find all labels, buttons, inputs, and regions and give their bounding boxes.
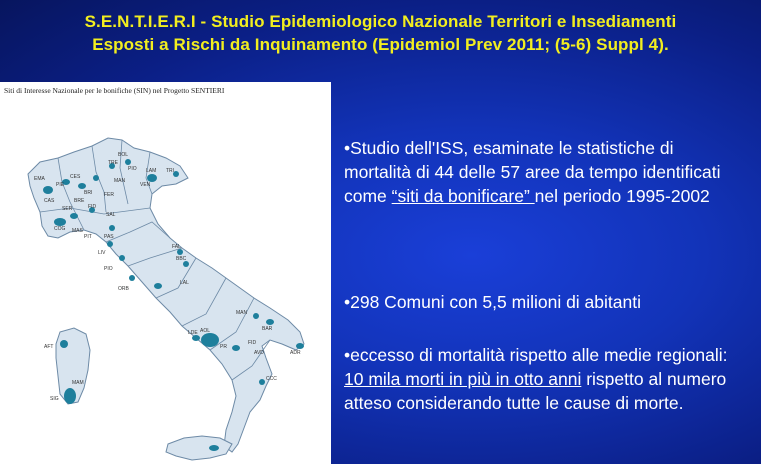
bullet-comuni: •298 Comuni con 5,5 milioni di abitanti: [344, 292, 641, 312]
site-marker: [125, 159, 131, 165]
site-label: BRE: [74, 198, 85, 204]
site-label: ORB: [118, 286, 129, 292]
bullet-mortality: [344, 343, 744, 415]
bullet-study: [344, 136, 744, 208]
site-label: MAN: [236, 310, 248, 316]
site-label: PIO: [128, 166, 137, 172]
site-label: EMA: [34, 176, 45, 182]
site-label: MAS: [72, 228, 83, 234]
title-line-2: Esposti a Rischi da Inquinamento (Epidemiol Prev 2011; (5-6) Suppl 4).: [92, 35, 669, 54]
italy-mainland-shape: [28, 138, 304, 452]
site-label: VEN: [140, 182, 151, 188]
site-label: PAS: [104, 234, 114, 240]
site-label: CES: [70, 174, 81, 180]
title-line-1: S.E.N.T.I.E.R.I - Studio Epidemiologico Nazionale Territori e Insediamenti: [84, 12, 677, 31]
italy-map: [0, 82, 331, 464]
site-label: MAN: [114, 178, 126, 184]
site-marker: [147, 174, 157, 182]
site-marker: [129, 275, 135, 281]
site-marker: [232, 345, 240, 351]
site-label: SAL: [106, 212, 116, 218]
site-label: AVD: [254, 350, 264, 356]
site-label: PR: [220, 344, 227, 350]
site-label: LAM: [146, 168, 157, 174]
site-label: LIV: [98, 250, 106, 256]
site-label: COG: [54, 226, 66, 232]
site-marker: [43, 186, 53, 194]
site-label: BRI: [84, 190, 93, 196]
site-label: FID: [88, 204, 97, 210]
site-marker: [119, 255, 125, 261]
slide-title: [0, 10, 761, 56]
site-marker: [109, 225, 115, 231]
site-marker: [70, 213, 78, 219]
site-label: CAS: [44, 198, 55, 204]
site-marker: [107, 241, 113, 247]
bullet-mortality-text-end: rispetto al numero atteso considerando tutte le cause di morte.: [344, 369, 727, 413]
site-label: FER: [104, 192, 114, 198]
site-marker: [93, 175, 99, 181]
map-caption: Siti di Interesse Nazionale per le bonifiche (SIN) nel Progetto SENTIERI: [4, 86, 225, 95]
site-label: BOL: [118, 152, 129, 158]
site-label: ADR: [290, 350, 301, 356]
site-marker: [154, 283, 162, 289]
site-label: FID: [248, 340, 257, 346]
site-marker: [54, 218, 66, 226]
map-panel: [0, 82, 331, 464]
site-label: TRI: [166, 168, 175, 174]
siti-da-bonificare-text: “siti da bonificare”: [391, 186, 535, 206]
site-label: MAM: [72, 380, 84, 386]
site-marker: [78, 183, 86, 189]
site-label: PIT: [84, 234, 92, 240]
site-marker: [201, 333, 219, 347]
site-label: AOL: [200, 328, 211, 334]
excess-deaths-text: 10 mila morti in più in otto anni: [344, 369, 582, 389]
site-marker: [64, 388, 76, 404]
site-label: AFT: [44, 344, 54, 350]
site-label: CCC: [266, 376, 277, 382]
bullet-study-text-end: nel periodo 1995-2002: [534, 186, 710, 206]
site-label: SIG: [50, 396, 59, 402]
site-label: PIE: [56, 182, 65, 188]
site-marker: [253, 313, 259, 319]
bullet-study-text: •Studio dell'ISS, esaminate le statistiche di mortalità di 44 delle 57 aree da tempo identificati come: [344, 138, 721, 206]
sicily-shape: [166, 436, 232, 460]
site-label: BAR: [262, 326, 273, 332]
site-label: FAL: [172, 244, 181, 250]
site-marker: [266, 319, 274, 325]
site-label: TRE: [108, 160, 118, 166]
site-label: LAL: [180, 280, 189, 286]
site-label: SER: [62, 206, 73, 212]
site-marker: [259, 379, 265, 385]
bullet-mortality-text: •eccesso di mortalità rispetto alle medie regionali:: [344, 345, 728, 365]
site-label: LDE: [188, 330, 198, 336]
site-marker: [296, 343, 304, 349]
site-marker: [60, 340, 68, 348]
site-marker: [209, 445, 219, 451]
site-label: BBC: [176, 256, 187, 262]
site-label: PIO: [104, 266, 113, 272]
